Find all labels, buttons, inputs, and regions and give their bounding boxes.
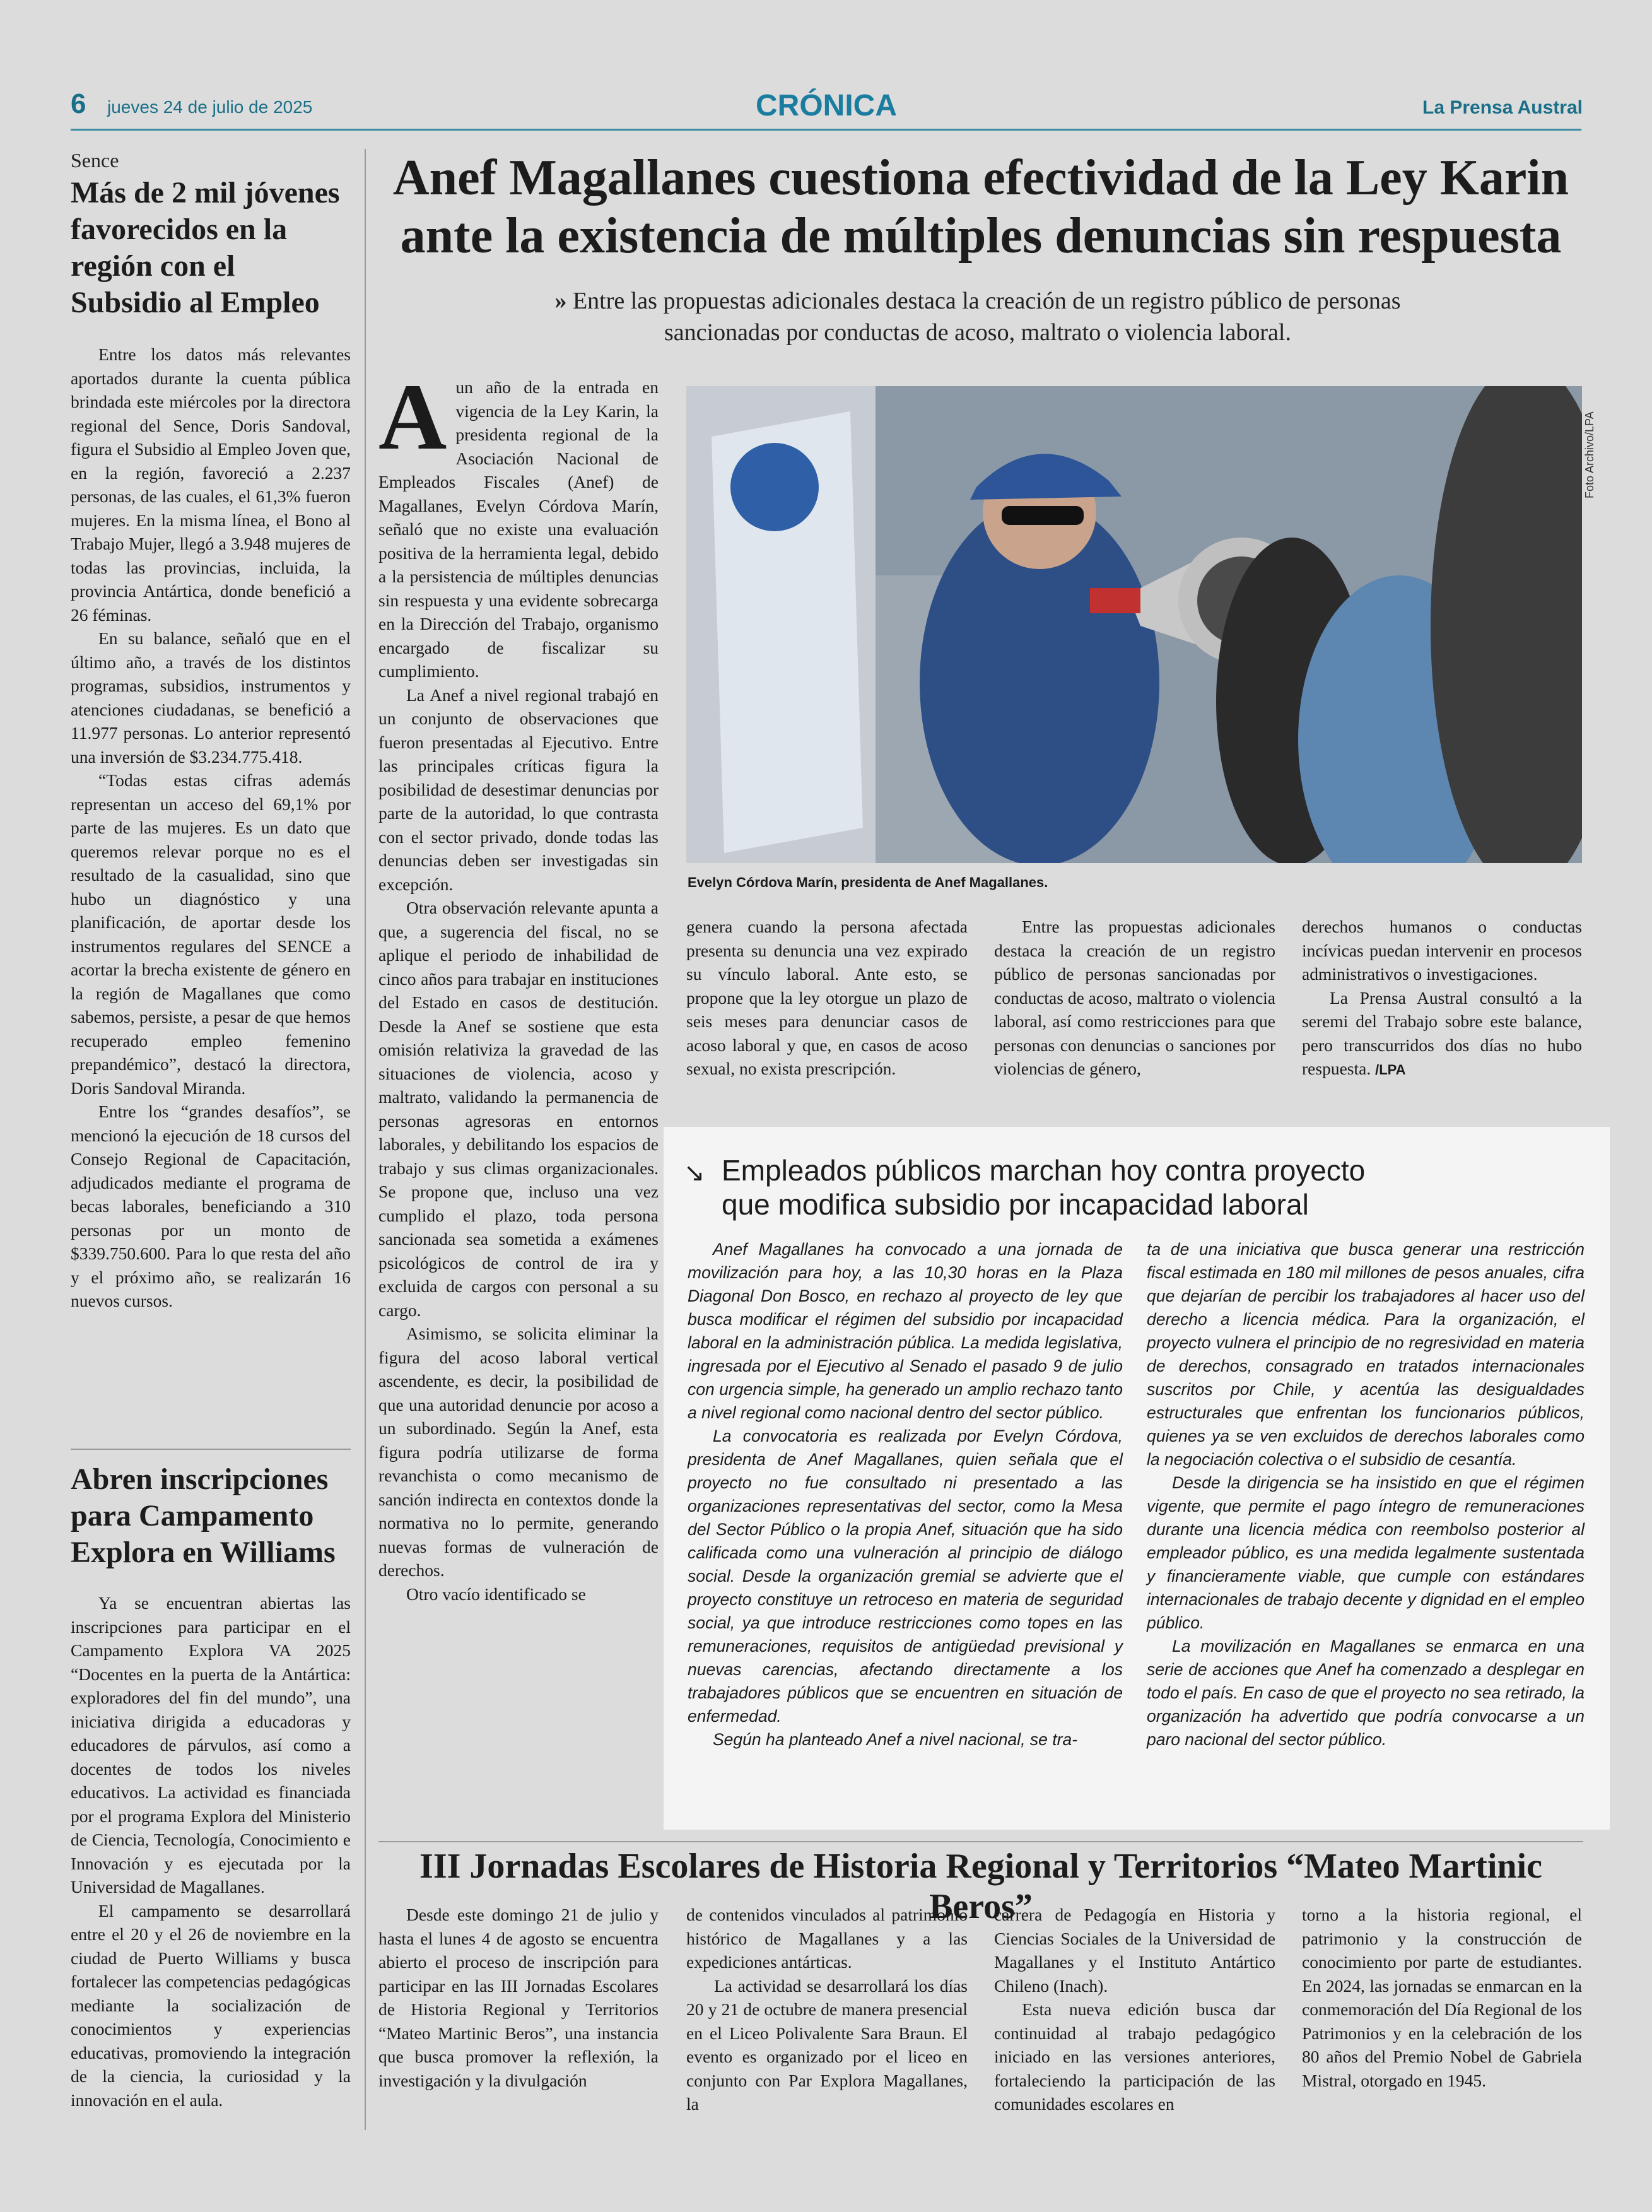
sidebar-body (71, 1591, 351, 2112)
article-photo (686, 386, 1582, 863)
main-column-2 (686, 915, 968, 1081)
paragraph: Según ha planteado Anef a nivel nacional, se tra- (713, 1730, 1078, 1749)
sidebar-kicker: Sence (71, 149, 119, 172)
box-headline: Empleados públicos marchan hoy contra proyecto que modifica subsidio por incapacidad laboral (722, 1154, 1366, 1221)
paragraph: Desde este domingo 21 de julio y hasta el lunes 4 de agosto se encuentra abierto el proceso de inscripción para participar en las III Jornadas Escolares de Historia Regional y Territorios “Mateo Martinic Beros”, una instancia que busca promover la reflexión, la investigación y la divulgación (378, 1905, 659, 2090)
paragraph: Otro vacío identificado se (406, 1584, 586, 1604)
paragraph: El campamento se desarrollará entre el 20 y el 26 de noviembre en la ciudad de Puerto Williams y busca fortalecer las competencias pedagógicas mediante la socialización de conocimientos y experiencias educativas, promoviendo la integración de la ciencia, la curiosidad y la innovación en el aula. (71, 1900, 351, 2110)
photo-illustration (686, 386, 1582, 863)
paragraph: Anef Magallanes ha convocado a una jornada de movilización para hoy, a las 10,30 horas en la Plaza Diagonal Don Bosco, en rechazo al proyecto de ley que busca modificar el régimen del subsidio por incapacidad laboral en la administración pública. La medida legislativa, ingresada por el Ejecutivo al Senado el pasado 9 de julio con urgencia simple, ha generado un amplio rechazo tanto a nivel regional como nacional dentro del sector público. (688, 1240, 1123, 1422)
paragraph: genera cuando la persona afectada presenta su denuncia una vez expirado su vínculo laboral. Ante esto, se propone que la ley otorgue un plazo de seis meses para denunciar casos de acoso laboral y que, en casos de acoso sexual, no exista prescripción. (686, 917, 968, 1078)
divider (378, 1841, 1583, 1842)
newspaper-brand: La Prensa Austral (1422, 97, 1583, 118)
paragraph: La movilización en Magallanes se enmarca en una serie de acciones que Anef ha comenzado a desplegar en todo el país. En caso de que el proyecto no sea retirado, la organización ha advertido que podría convocarse a un paro nacional del sector público. (1147, 1637, 1585, 1749)
paragraph: “Todas estas cifras además representan un acceso del 69,1% por parte de las mujeres. Es un dato que queremos relevar porque no es el resultado de la casualidad, sino que hubo un diagnóstico y una planificación, de aportar desde los instrumentos regulares del SENCE a acortar la brecha existente de género en la región de Magallanes que como sabemos, persiste, a pesar de que hemos recuperado empleo femenino prepandémico”, destacó la directora, Doris Sandoval Miranda. (71, 770, 351, 1098)
photo-caption: Evelyn Córdova Marín, presidenta de Anef Magallanes. (688, 874, 1048, 890)
bottom-headline: III Jornadas Escolares de Historia Regional y Territorios “Mateo Martinic Beros” (419, 1847, 1542, 1926)
sidebar-body (71, 343, 351, 1313)
paragraph: Desde la dirigencia se ha insistido en que el régimen vigente, que permite el pago íntegro de remuneraciones durante una licencia médica con reembolso posterior al empleador público, es una medida legalmente sustentada y financieramente viable, que cumple con estándares internacionales de trabajo decente y dignidad en el empleo público. (1147, 1473, 1585, 1632)
deck-text: Entre las propuestas adicionales destaca la creación de un registro público de personas sancionadas por conductas de acoso, maltrato o violencia laboral. (572, 288, 1401, 346)
main-headline: Anef Magallanes cuestiona efectividad de la Ley Karin ante la existencia de múltiples denuncias sin respuesta (392, 150, 1569, 264)
bottom-column-4 (1302, 1903, 1582, 2092)
sidebar-headline: Más de 2 mil jóvenes favorecidos en la región con el Subsidio al Empleo (71, 176, 340, 319)
paragraph: Otra observación relevante apunta a que, a sugerencia del fiscal, no se aplique el periodo de inhabilidad de cinco años para trabajar en instituciones del Estado en casos de destitución. Desde la Anef se sostiene que esta omisión relativiza la gravedad de las situaciones de violencia, acoso y maltrato, validando la permanencia de personas agresoras en entornos laborales, y debilitando los espacios de trabajo y sus climas organizacionales. Se propone que, incluso una vez cumplido el plazo, toda persona sancionada sea sometida a exámenes psicológicos de control de ira y excluida de cargos con personal a su cargo. (378, 898, 659, 1320)
box-headline-wrap (684, 1153, 1592, 1221)
box-column-1 (688, 1238, 1123, 1751)
bottom-column-3 (994, 1903, 1275, 2116)
arrow-down-right-icon: ↘ (684, 1158, 705, 1187)
paragraph: En su balance, señaló que en el último año, a través de los distintos programas, subsidios, instrumentos y atenciones ciudadanas, se benefició a 11.977 personas. Lo anterior representó una inversión de $3.234.775.418. (71, 628, 351, 767)
paragraph: Entre los datos más relevantes aportados durante la cuenta pública brindada este miércoles por la directora regional del Sence, Doris Sandoval, figura el Subsidio al Empleo Joven que, en la región, favoreció a 2.237 personas, de las cuales, el 61,3% fueron mujeres. En la misma línea, el Bono al Trabajo Mujer, llegó a 3.948 mujeres de todas las provincias, incluida, la provincia Antártica, donde benefició a 26 féminas. (71, 344, 351, 625)
paragraph: un año de la entrada en vigencia de la Ley Karin, la presidenta regional de la Asociación Nacional de Empleados Fiscales (Anef) de Magallanes, Evelyn Córdova Marín, señaló que no existe una evaluación positiva de la herramienta legal, debido a la persistencia de múltiples denuncias sin respuesta y una evidente sobrecarga en la Dirección del Trabajo, organismo encargado de fiscalizar su cumplimiento. (378, 377, 659, 681)
column-divider (365, 149, 366, 2130)
paragraph-text: La Prensa Austral consultó a la seremi del Trabajo sobre este balance, pero transcurridos dos días no hubo respuesta. (1302, 987, 1582, 1078)
sidebar-article-explora (71, 1461, 351, 2112)
paragraph: torno a la historia regional, el patrimonio y la construcción de conocimiento por parte de estudiantes. En 2024, las jornadas se enmarcan en la conmemoración del Día Regional de los Patrimonios y en la celebración de los 80 años del Premio Nobel de Gabriela Mistral, otorgado en 1945. (1302, 1905, 1582, 2090)
paragraph: Entre las propuestas adicionales destaca la creación de un registro público de personas sancionadas por conductas de acoso, maltrato o violencia laboral, así como restricciones para que personas con denuncias o sanciones por violencias de género, (994, 917, 1275, 1078)
paragraph: Ya se encuentran abiertas las inscripciones para participar en el Campamento Explora VA 2025 “Docentes en la puerta de la Antártica: exploradores del fin del mundo”, una iniciativa dirigida a educadoras y educadores de párvulos, así como a docentes de todos los niveles educativos. La actividad es financiada por el programa Explora del Ministerio de Ciencia, Tecnología, Conocimiento e Innovación y es ejecutada por la Universidad de Magallanes. (71, 1593, 351, 1897)
paragraph (1302, 986, 1582, 1082)
bottom-column-2 (686, 1903, 968, 2116)
paragraph: La convocatoria es realizada por Evelyn Córdova, presidenta de Anef Magallanes, quien señala que el proyecto no fue consultado ni presentado a las organizaciones representativas del sector, como la Mesa del Sector Público o la propia Anef, situación que ha sido calificada como una vulneración al principio de diálogo social. Desde la organización gremial se advierte que el proyecto constituye un retroceso en materia de seguridad social, ya que introduce restricciones como topes en las remuneraciones, requisitos de antigüedad previsional y nuevas carencias, afectando directamente a los trabajadores públicos que se encuentren en situación de enfermedad. (688, 1427, 1123, 1726)
paragraph: Entre los “grandes desafíos”, se mencionó la ejecución de 18 cursos del Consejo Regional de Capacitación, adjudicados mediante el programa de becas laborales, beneficiando a 310 personas por un monto de $339.750.600. Para lo que resta del año y el próximo año, se realizarán 16 nuevos cursos. (71, 1102, 351, 1310)
dropcap: A (378, 375, 447, 469)
photo-credit: Foto Archivo/LPA (1583, 411, 1596, 498)
main-column-4 (1302, 915, 1582, 1082)
paragraph: derechos humanos o conductas incívicas puedan intervenir en procesos administrativos o investigaciones. (1302, 917, 1582, 984)
section-name: CRÓNICA (756, 89, 897, 122)
paragraph: La Anef a nivel regional trabajó en un conjunto de observaciones que fueron presentadas al Ejecutivo. Entre las principales críticas figura la posibilidad de desestimar denuncias por parte de la autoridad, lo que contrasta con el sector privado, donde todas las denuncias deben ser investigadas sin excepción. (378, 685, 659, 894)
main-column-1 (378, 375, 659, 1814)
divider (71, 1449, 351, 1450)
page-number: 6 (71, 88, 86, 119)
sidebar-article-sence (71, 149, 351, 1313)
main-column-3 (994, 915, 1275, 1081)
paragraph: de contenidos vinculados al patrimonio histórico de Magallanes y a las expediciones antárticas. (686, 1905, 968, 1972)
sidebar-headline: Abren inscripciones para Campamento Explora en Williams (71, 1462, 336, 1569)
paragraph: Asimismo, se solicita eliminar la figura del acoso laboral vertical ascendente, es decir, la posibilidad de que una autoridad denuncie por acoso a un subordinado. Según la Anef, esta figura podría utilizarse de forma revanchista o como mecanismo de sanción indirecta en contextos donde la normativa no lo permite, generando nuevas formas de vulneración de derechos. (378, 1324, 659, 1580)
page-date: jueves 24 de julio de 2025 (107, 97, 313, 117)
paragraph: carrera de Pedagogía en Historia y Ciencias Sociales de la Universidad de Magallanes y el Instituto Antártico Chileno (Inach). (994, 1905, 1275, 1996)
signature: /LPA (1375, 1062, 1406, 1078)
paragraph: Esta nueva edición busca dar continuidad al trabajo pedagógico iniciado en las versiones anteriores, fortaleciendo la participación de las comunidades escolares en (994, 1999, 1275, 2114)
paragraph: La actividad se desarrollará los días 20 y 21 de octubre de manera presencial en el Liceo Polivalente Sara Braun. El evento es organizado por el liceo en conjunto con Par Explora Magallanes, la (686, 1975, 968, 2114)
bottom-column-1 (378, 1903, 659, 2092)
paragraph: ta de una iniciativa que busca generar una restricción fiscal estimada en 180 mil millones de pesos anuales, cifra que dejarían de percibir los trabajadores al hacer uso del derecho a licencia médica. Para la organización, el proyecto vulnera el principio de no regresividad en materia de derechos, consagrado en tratados internacionales suscritos por Chile, y acentúa las desigualdades estructurales que enfrentan los funcionarios públicos, quienes ya se ven excluidos de derechos laborales como la negociación colectiva o el subsidio de cesantía. (1147, 1240, 1585, 1469)
box-column-2 (1147, 1238, 1585, 1751)
main-deck (542, 285, 1413, 348)
deck-arrow-icon: » (554, 288, 573, 314)
